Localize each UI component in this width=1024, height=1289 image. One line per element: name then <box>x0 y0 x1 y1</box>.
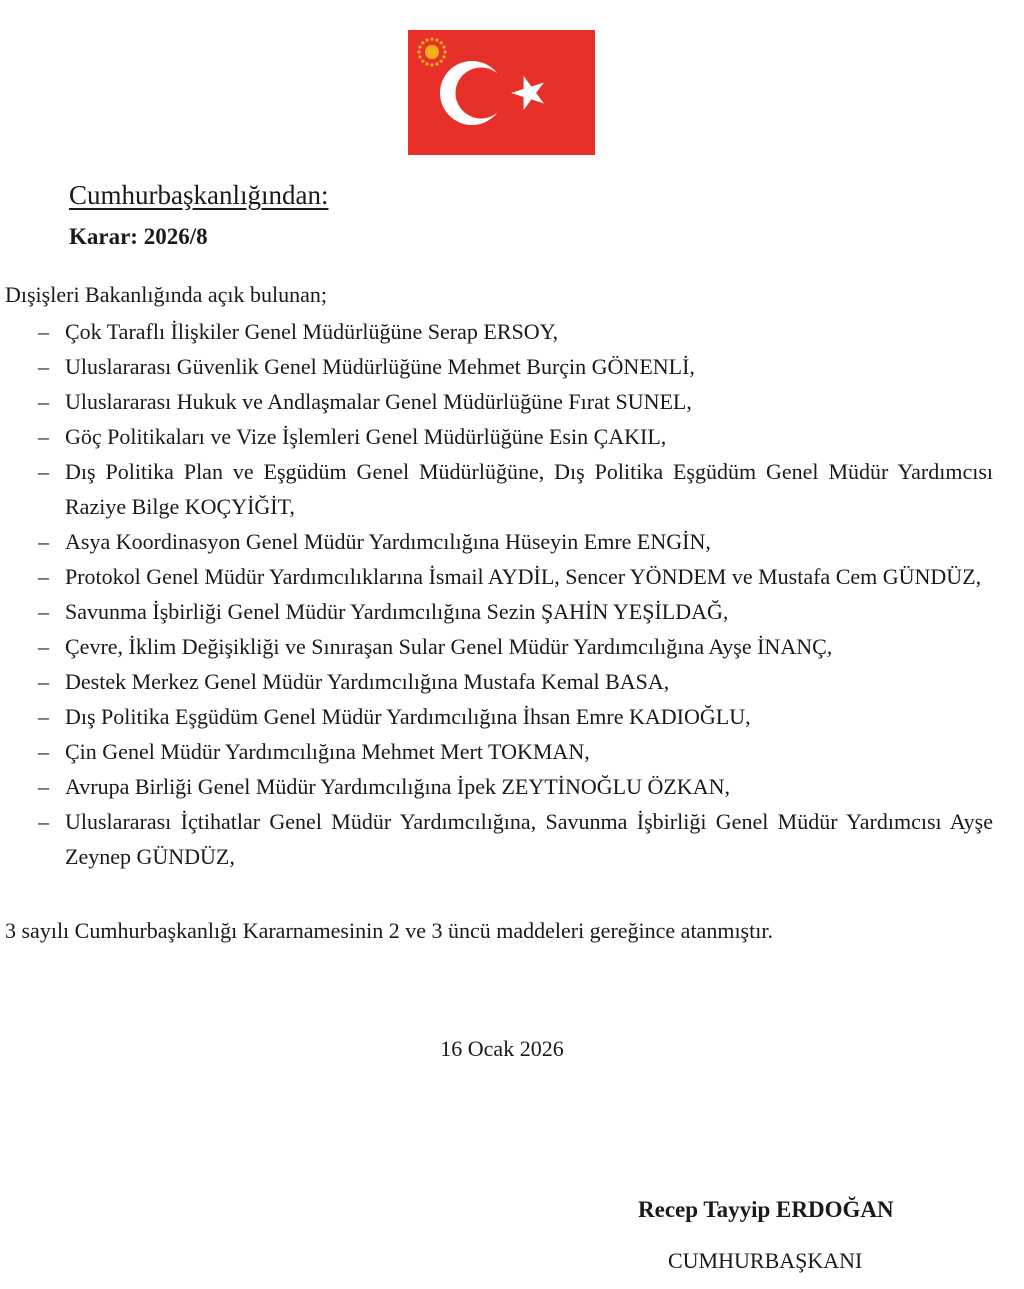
sun-star-dot <box>425 38 428 41</box>
list-item <box>38 734 993 769</box>
item-text: Çevre, İklim Değişikliği ve Sınıraşan Sular Genel Müdür Yardımcılığına Ayşe İNANÇ, <box>65 634 833 659</box>
list-item <box>38 559 993 594</box>
sun-star-dot <box>440 41 443 44</box>
item-text: Avrupa Birliği Genel Müdür Yardımcılığına İpek ZEYTİNOĞLU ÖZKAN, <box>65 774 730 799</box>
list-item <box>38 804 993 874</box>
dash: – <box>38 319 49 344</box>
sun-star-dot <box>435 62 438 65</box>
sun-star-dot <box>430 37 433 40</box>
list-item <box>38 664 993 699</box>
presidential-flag-icon <box>408 30 595 155</box>
dash: – <box>38 529 49 554</box>
item-text: Çok Taraflı İlişkiler Genel Müdürlüğüne Serap ERSOY, <box>65 319 559 344</box>
issuer-heading: Cumhurbaşkanlığından: <box>69 180 329 210</box>
sun-star-dot <box>435 38 438 41</box>
list-item <box>38 699 993 734</box>
document-date: 16 Ocak 2026 <box>440 1036 564 1061</box>
list-item <box>38 454 993 524</box>
dash: – <box>38 634 49 659</box>
sun-star-dot <box>417 50 420 53</box>
sun-star-dot <box>443 50 446 53</box>
list-item <box>38 314 993 349</box>
list-item <box>38 384 993 419</box>
sun-star-dot <box>442 55 445 58</box>
sun-star-dot <box>418 55 421 58</box>
item-text: Göç Politikaları ve Vize İşlemleri Genel Müdürlüğüne Esin ÇAKIL, <box>65 424 667 449</box>
item-text: Savunma İşbirliği Genel Müdür Yardımcılığına Sezin ŞAHİN YEŞİLDAĞ, <box>65 599 729 624</box>
item-text: Protokol Genel Müdür Yardımcılıklarına İsmail AYDİL, Sencer YÖNDEM ve Mustafa Cem GÜNDÜZ, <box>65 564 982 589</box>
item-text: Dış Politika Plan ve Eşgüdüm Genel Müdürlüğüne, Dış Politika Eşgüdüm Genel Müdür Yardımcısı Raziye Bilge KOÇYİĞİT, <box>65 459 993 519</box>
dash: – <box>38 599 49 624</box>
item-text: Dış Politika Eşgüdüm Genel Müdür Yardımcılığına İhsan Emre KADIOĞLU, <box>65 704 751 729</box>
sun-star-dot <box>442 45 445 48</box>
list-item <box>38 769 993 804</box>
dash: – <box>38 389 49 414</box>
dash: – <box>38 669 49 694</box>
dash: – <box>38 774 49 799</box>
item-text: Destek Merkez Genel Müdür Yardımcılığına Mustafa Kemal BASA, <box>65 669 670 694</box>
decision-number: Karar: 2026/8 <box>69 224 208 249</box>
closing-statement: 3 sayılı Cumhurbaşkanlığı Kararnamesinin 2 ve 3 üncü maddeleri gereğince atanmıştır. <box>5 918 773 943</box>
dash: – <box>38 564 49 589</box>
item-text: Uluslararası Hukuk ve Andlaşmalar Genel Müdürlüğüne Fırat SUNEL, <box>65 389 692 414</box>
signer-name: Recep Tayyip ERDOĞAN <box>638 1197 894 1222</box>
signer-title: CUMHURBAŞKANI <box>668 1248 863 1273</box>
sun-star-dot <box>418 45 421 48</box>
item-text: Uluslararası İçtihatlar Genel Müdür Yardımcılığına, Savunma İşbirliği Genel Müdür Yardımcısı Ayşe Zeynep GÜNDÜZ, <box>65 809 993 869</box>
list-item <box>38 349 993 384</box>
list-item <box>38 419 993 454</box>
item-text: Uluslararası Güvenlik Genel Müdürlüğüne Mehmet Burçin GÖNENLİ, <box>65 354 695 379</box>
dash: – <box>38 424 49 449</box>
sun-star-dot <box>425 62 428 65</box>
dash: – <box>38 459 49 484</box>
list-item <box>38 629 993 664</box>
sun-star-dot <box>430 63 433 66</box>
list-item <box>38 594 993 629</box>
sun-star-dot <box>440 60 443 63</box>
sun-star-dot <box>421 41 424 44</box>
item-text: Çin Genel Müdür Yardımcılığına Mehmet Mert TOKMAN, <box>65 739 590 764</box>
dash: – <box>38 354 49 379</box>
appointments-list <box>38 314 993 874</box>
crescent-inner <box>456 68 507 119</box>
dash: – <box>38 739 49 764</box>
list-item <box>38 524 993 559</box>
intro-text: Dışişleri Bakanlığında açık bulunan; <box>5 282 327 307</box>
dash: – <box>38 704 49 729</box>
item-text: Asya Koordinasyon Genel Müdür Yardımcılığına Hüseyin Emre ENGİN, <box>65 529 711 554</box>
dash: – <box>38 809 49 834</box>
sun-star-dot <box>421 60 424 63</box>
